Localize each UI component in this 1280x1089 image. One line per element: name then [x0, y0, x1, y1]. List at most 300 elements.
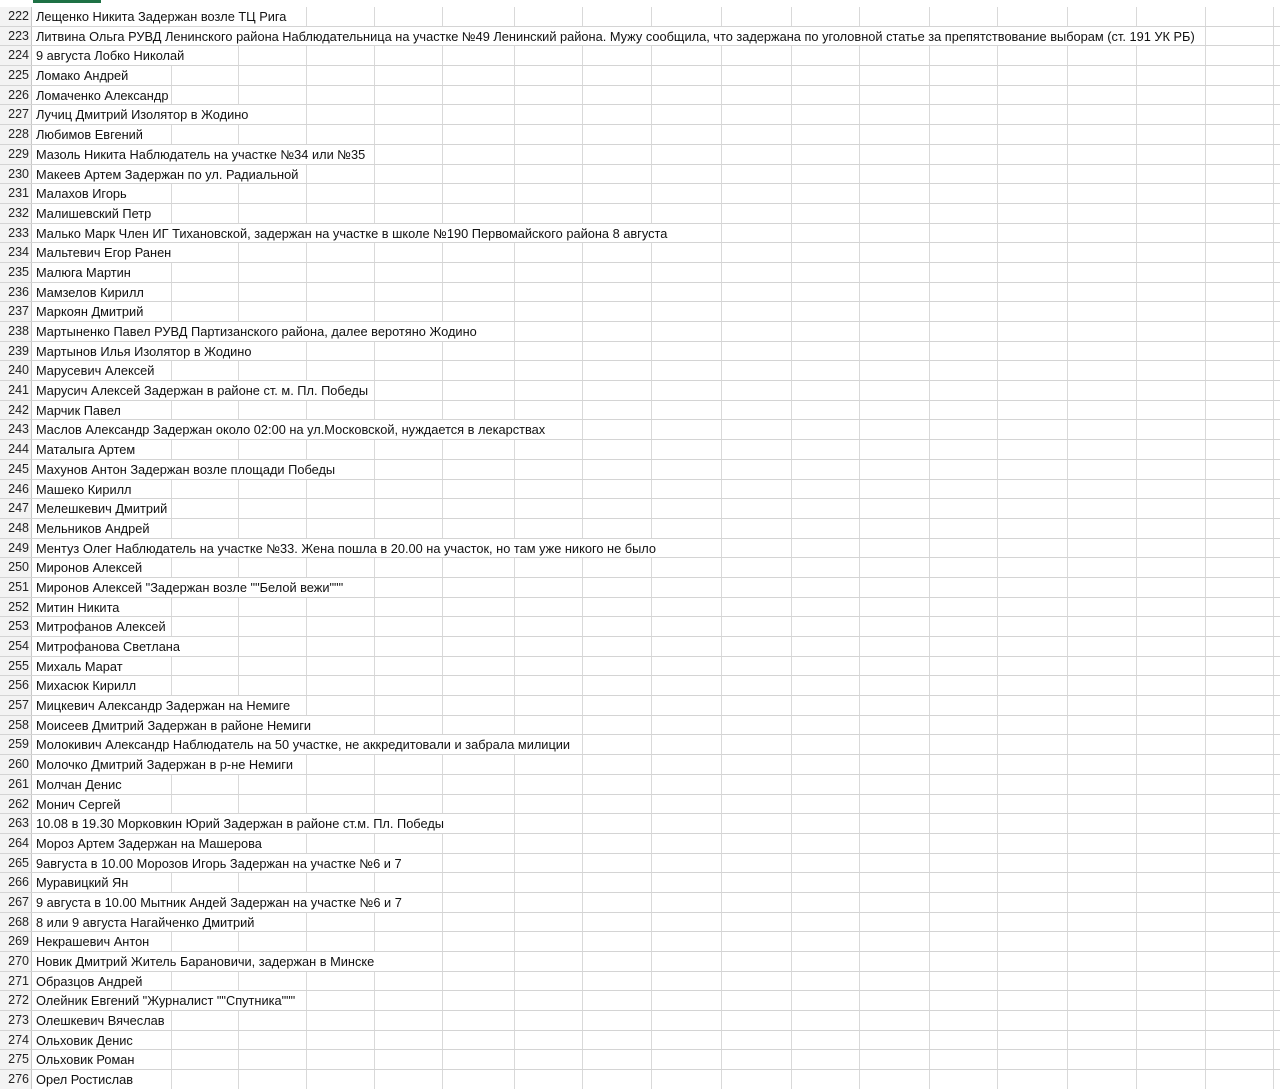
- cell-a[interactable]: 8 или 9 августа Нагайченко Дмитрий: [36, 913, 257, 932]
- table-row: [0, 932, 1280, 952]
- row-header[interactable]: 260: [0, 755, 32, 774]
- row-cells[interactable]: [32, 893, 1280, 912]
- column-gridline: [171, 617, 172, 636]
- row-header[interactable]: 229: [0, 145, 32, 164]
- cell-a[interactable]: Молчан Денис: [36, 775, 125, 794]
- cell-a[interactable]: Мороз Артем Задержан на Машерова: [36, 834, 265, 853]
- column-gridline: [1205, 775, 1206, 794]
- column-gridline: [997, 972, 998, 991]
- column-gridline: [306, 972, 307, 991]
- row-cells[interactable]: [32, 1031, 1280, 1050]
- row-cells[interactable]: [32, 873, 1280, 892]
- column-gridline: [442, 578, 443, 597]
- row-cells[interactable]: [32, 755, 1280, 774]
- column-gridline: [859, 263, 860, 282]
- row-header[interactable]: 271: [0, 972, 32, 991]
- column-gridline: [859, 499, 860, 518]
- cell-a[interactable]: Мелешкевич Дмитрий: [36, 499, 170, 518]
- column-gridline: [514, 460, 515, 479]
- row-cells[interactable]: [32, 696, 1280, 715]
- row-header[interactable]: 257: [0, 696, 32, 715]
- cell-a[interactable]: Мартыненко Павел РУВД Партизанского района, далее веротяно Жодино: [36, 322, 480, 341]
- row-cells[interactable]: [32, 263, 1280, 282]
- cell-a[interactable]: Ольховик Денис: [36, 1031, 136, 1050]
- row-cells[interactable]: [32, 184, 1280, 203]
- column-gridline: [791, 775, 792, 794]
- cell-a[interactable]: Олешкевич Вячеслав: [36, 1011, 168, 1030]
- table-row: [0, 480, 1280, 500]
- table-row: [0, 1011, 1280, 1031]
- row-header[interactable]: 225: [0, 66, 32, 85]
- row-header[interactable]: 272: [0, 991, 32, 1010]
- column-gridline: [238, 972, 239, 991]
- cell-a[interactable]: Молочко Дмитрий Задержан в р-не Немиги: [36, 755, 296, 774]
- row-header[interactable]: 227: [0, 105, 32, 124]
- cell-a[interactable]: Любимов Евгений: [36, 125, 146, 144]
- cell-a[interactable]: Малишевский Петр: [36, 204, 154, 223]
- column-gridline: [171, 401, 172, 420]
- cell-a[interactable]: Мицкевич Александр Задержан на Немиге: [36, 696, 293, 715]
- cell-a[interactable]: Малько Марк Член ИГ Тихановской, задержан на участке в школе №190 Первомайского района 8 августа: [36, 224, 670, 243]
- row-cells[interactable]: [32, 381, 1280, 400]
- column-gridline: [442, 873, 443, 892]
- column-gridline: [442, 263, 443, 282]
- column-gridline: [514, 755, 515, 774]
- row-header[interactable]: 251: [0, 578, 32, 597]
- column-gridline: [721, 440, 722, 459]
- column-gridline: [442, 854, 443, 873]
- row-cells[interactable]: [32, 716, 1280, 735]
- row-header[interactable]: 266: [0, 873, 32, 892]
- row-cells[interactable]: [32, 125, 1280, 144]
- cell-a[interactable]: Малахов Игорь: [36, 184, 130, 203]
- cell-a[interactable]: Михасюк Кирилл: [36, 676, 139, 695]
- cell-a[interactable]: Литвина Ольга РУВД Ленинского района Наблюдательница на участке №49 Ленинский района. Мужу сообщила, что задержана по уголовной статье за препятствование выборам (ст. 191 УК РБ): [36, 27, 1198, 46]
- row-header[interactable]: 247: [0, 499, 32, 518]
- column-gridline: [1136, 381, 1137, 400]
- column-gridline: [997, 598, 998, 617]
- cell-a[interactable]: Муравицкий Ян: [36, 873, 131, 892]
- cell-a[interactable]: 9 августа в 10.00 Мытник Андей Задержан на участке №6 и 7: [36, 893, 405, 912]
- row-cells[interactable]: [32, 224, 1280, 243]
- row-cells[interactable]: [32, 598, 1280, 617]
- column-gridline: [374, 440, 375, 459]
- row-header[interactable]: 244: [0, 440, 32, 459]
- column-gridline: [374, 676, 375, 695]
- cell-a[interactable]: Новик Дмитрий Житель Барановичи, задержан в Минске: [36, 952, 377, 971]
- row-header[interactable]: 259: [0, 735, 32, 754]
- column-gridline: [721, 991, 722, 1010]
- row-header[interactable]: 267: [0, 893, 32, 912]
- column-gridline: [1067, 676, 1068, 695]
- row-header[interactable]: 270: [0, 952, 32, 971]
- table-row: [0, 735, 1280, 755]
- column-gridline: [306, 302, 307, 321]
- row-cells[interactable]: [32, 637, 1280, 656]
- cell-a[interactable]: Маталыга Артем: [36, 440, 138, 459]
- column-gridline: [582, 86, 583, 105]
- row-cells[interactable]: [32, 86, 1280, 105]
- row-cells[interactable]: [32, 440, 1280, 459]
- column-gridline: [374, 480, 375, 499]
- cell-a[interactable]: Монич Сергей: [36, 795, 124, 814]
- row-header[interactable]: 241: [0, 381, 32, 400]
- table-row: [0, 676, 1280, 696]
- column-gridline: [1205, 972, 1206, 991]
- column-gridline: [929, 716, 930, 735]
- cell-a[interactable]: Миронов Алексей "Задержан возле ""Белой вежи""": [36, 578, 346, 597]
- column-gridline: [997, 361, 998, 380]
- cell-a[interactable]: Молокивич Александр Наблюдатель на 50 участке, не аккредитовали и забрала милиции: [36, 735, 573, 754]
- table-row: [0, 539, 1280, 559]
- column-gridline: [651, 460, 652, 479]
- table-row: [0, 46, 1280, 66]
- row-cells[interactable]: [32, 401, 1280, 420]
- cell-a[interactable]: Ломаченко Александр: [36, 86, 171, 105]
- column-gridline: [859, 952, 860, 971]
- column-gridline: [859, 932, 860, 951]
- column-gridline: [651, 86, 652, 105]
- column-gridline: [1067, 224, 1068, 243]
- row-header[interactable]: 253: [0, 617, 32, 636]
- column-gridline: [791, 125, 792, 144]
- cell-a[interactable]: Махунов Антон Задержан возле площади Победы: [36, 460, 338, 479]
- row-cells[interactable]: [32, 913, 1280, 932]
- column-gridline: [306, 519, 307, 538]
- cell-a[interactable]: Мартынов Илья Изолятор в Жодино: [36, 342, 255, 361]
- column-gridline: [1067, 302, 1068, 321]
- column-gridline: [1067, 814, 1068, 833]
- cell-a[interactable]: Образцов Андрей: [36, 972, 145, 991]
- column-gridline: [929, 125, 930, 144]
- row-header[interactable]: 240: [0, 361, 32, 380]
- column-gridline: [997, 1011, 998, 1030]
- row-cells[interactable]: [32, 519, 1280, 538]
- row-header[interactable]: 268: [0, 913, 32, 932]
- row-header[interactable]: 224: [0, 46, 32, 65]
- column-gridline: [1067, 578, 1068, 597]
- column-gridline: [791, 893, 792, 912]
- column-gridline: [929, 66, 930, 85]
- row-cells[interactable]: [32, 302, 1280, 321]
- column-gridline: [721, 420, 722, 439]
- column-gridline: [791, 932, 792, 951]
- column-gridline: [306, 676, 307, 695]
- column-gridline: [929, 86, 930, 105]
- row-cells[interactable]: [32, 460, 1280, 479]
- column-gridline: [1205, 539, 1206, 558]
- cell-a[interactable]: Митрофанов Алексей: [36, 617, 169, 636]
- cell-a[interactable]: Миронов Алексей: [36, 558, 145, 577]
- column-gridline: [1273, 440, 1274, 459]
- column-gridline: [442, 913, 443, 932]
- cell-a[interactable]: Марусевич Алексей: [36, 361, 157, 380]
- column-gridline: [721, 873, 722, 892]
- cell-a[interactable]: Некрашевич Антон: [36, 932, 152, 951]
- row-header[interactable]: 262: [0, 795, 32, 814]
- cell-a[interactable]: Ментуз Олег Наблюдатель на участке №33. Жена пошла в 20.00 на участок, но там уже никого не было: [36, 539, 659, 558]
- row-header[interactable]: 254: [0, 637, 32, 656]
- column-gridline: [997, 401, 998, 420]
- column-gridline: [929, 381, 930, 400]
- column-gridline: [651, 558, 652, 577]
- column-gridline: [721, 66, 722, 85]
- cell-a[interactable]: 10.08 в 19.30 Морковкин Юрий Задержан в районе ст.м. Пл. Победы: [36, 814, 447, 833]
- column-gridline: [651, 165, 652, 184]
- row-cells[interactable]: [32, 795, 1280, 814]
- table-row: [0, 696, 1280, 716]
- row-cells[interactable]: [32, 834, 1280, 853]
- row-cells[interactable]: [32, 972, 1280, 991]
- column-gridline: [929, 775, 930, 794]
- table-row: [0, 401, 1280, 421]
- column-gridline: [1205, 243, 1206, 262]
- cell-a[interactable]: Олейник Евгений "Журналист ""Спутника""": [36, 991, 298, 1010]
- column-gridline: [997, 125, 998, 144]
- column-gridline: [1136, 86, 1137, 105]
- column-gridline: [859, 539, 860, 558]
- row-header[interactable]: 242: [0, 401, 32, 420]
- row-header[interactable]: 236: [0, 283, 32, 302]
- column-gridline: [514, 991, 515, 1010]
- column-gridline: [171, 972, 172, 991]
- column-gridline: [1136, 204, 1137, 223]
- row-cells[interactable]: [32, 165, 1280, 184]
- column-gridline: [306, 1011, 307, 1030]
- row-header[interactable]: 273: [0, 1011, 32, 1030]
- column-gridline: [651, 873, 652, 892]
- cell-a[interactable]: Митрофанова Светлана: [36, 637, 183, 656]
- row-cells[interactable]: [32, 283, 1280, 302]
- column-gridline: [171, 125, 172, 144]
- column-gridline: [651, 735, 652, 754]
- row-header[interactable]: 231: [0, 184, 32, 203]
- row-cells[interactable]: [32, 342, 1280, 361]
- column-gridline: [651, 1031, 652, 1050]
- column-gridline: [651, 637, 652, 656]
- row-cells[interactable]: [32, 1050, 1280, 1069]
- column-gridline: [582, 204, 583, 223]
- column-gridline: [306, 342, 307, 361]
- row-cells[interactable]: [32, 932, 1280, 951]
- column-gridline: [929, 1050, 930, 1069]
- column-gridline: [1067, 1070, 1068, 1089]
- column-gridline: [651, 972, 652, 991]
- row-cells[interactable]: [32, 322, 1280, 341]
- cell-a[interactable]: Михаль Марат: [36, 657, 126, 676]
- cell-a[interactable]: Мальтевич Егор Ранен: [36, 243, 174, 262]
- column-gridline: [791, 795, 792, 814]
- row-header[interactable]: 234: [0, 243, 32, 262]
- row-cells[interactable]: [32, 617, 1280, 636]
- table-row: [0, 873, 1280, 893]
- row-header[interactable]: 237: [0, 302, 32, 321]
- row-header[interactable]: 252: [0, 598, 32, 617]
- row-cells[interactable]: [32, 676, 1280, 695]
- column-gridline: [929, 539, 930, 558]
- row-header[interactable]: 269: [0, 932, 32, 951]
- row-cells[interactable]: [32, 480, 1280, 499]
- row-header[interactable]: 246: [0, 480, 32, 499]
- row-cells[interactable]: [32, 952, 1280, 971]
- cell-a[interactable]: Орел Ростислав: [36, 1070, 136, 1089]
- row-header[interactable]: 226: [0, 86, 32, 105]
- row-header[interactable]: 274: [0, 1031, 32, 1050]
- row-cells[interactable]: [32, 814, 1280, 833]
- column-gridline: [859, 361, 860, 380]
- cell-a[interactable]: Марчик Павел: [36, 401, 124, 420]
- column-gridline: [374, 637, 375, 656]
- column-gridline: [1136, 46, 1137, 65]
- cell-a[interactable]: Маркоян Дмитрий: [36, 302, 146, 321]
- row-cells[interactable]: [32, 1011, 1280, 1030]
- cell-a[interactable]: Макеев Артем Задержан по ул. Радиальной: [36, 165, 301, 184]
- row-header[interactable]: 232: [0, 204, 32, 223]
- row-header[interactable]: 249: [0, 539, 32, 558]
- column-gridline: [929, 460, 930, 479]
- row-header[interactable]: 263: [0, 814, 32, 833]
- column-gridline: [1067, 381, 1068, 400]
- cell-a[interactable]: Лещенко Никита Задержан возле ТЦ Рига: [36, 7, 289, 26]
- cell-a[interactable]: 9 августа Лобко Николай: [36, 46, 187, 65]
- column-gridline: [1205, 1031, 1206, 1050]
- column-gridline: [306, 598, 307, 617]
- cell-a[interactable]: Мельников Андрей: [36, 519, 153, 538]
- row-header[interactable]: 276: [0, 1070, 32, 1089]
- row-header[interactable]: 233: [0, 224, 32, 243]
- row-cells[interactable]: [32, 204, 1280, 223]
- column-gridline: [859, 519, 860, 538]
- row-header[interactable]: 255: [0, 657, 32, 676]
- column-gridline: [791, 302, 792, 321]
- column-gridline: [791, 539, 792, 558]
- row-header[interactable]: 261: [0, 775, 32, 794]
- column-gridline: [651, 775, 652, 794]
- column-gridline: [1136, 263, 1137, 282]
- column-gridline: [1136, 598, 1137, 617]
- cell-a[interactable]: Лучиц Дмитрий Изолятор в Жодино: [36, 105, 251, 124]
- column-gridline: [374, 302, 375, 321]
- row-cells[interactable]: [32, 578, 1280, 597]
- row-cells[interactable]: [32, 243, 1280, 262]
- row-header[interactable]: 235: [0, 263, 32, 282]
- row-cells[interactable]: [32, 66, 1280, 85]
- cell-a[interactable]: Мазоль Никита Наблюдатель на участке №34 или №35: [36, 145, 368, 164]
- column-gridline: [929, 814, 930, 833]
- row-header[interactable]: 265: [0, 854, 32, 873]
- column-gridline: [238, 519, 239, 538]
- column-gridline: [306, 243, 307, 262]
- column-gridline: [514, 558, 515, 577]
- row-header[interactable]: 243: [0, 420, 32, 439]
- row-header[interactable]: 238: [0, 322, 32, 341]
- column-gridline: [1273, 165, 1274, 184]
- column-gridline: [1205, 657, 1206, 676]
- column-gridline: [929, 873, 930, 892]
- column-gridline: [1273, 66, 1274, 85]
- column-gridline: [582, 676, 583, 695]
- row-cells[interactable]: [32, 145, 1280, 164]
- row-cells[interactable]: [32, 991, 1280, 1010]
- column-gridline: [582, 558, 583, 577]
- column-gridline: [929, 735, 930, 754]
- row-header[interactable]: 275: [0, 1050, 32, 1069]
- cell-a[interactable]: Марусич Алексей Задержан в районе ст. м. Пл. Победы: [36, 381, 371, 400]
- cell-a[interactable]: Ольховик Роман: [36, 1050, 138, 1069]
- table-row: [0, 342, 1280, 362]
- row-cells[interactable]: [32, 657, 1280, 676]
- cell-a[interactable]: Моисеев Дмитрий Задержан в районе Немиги: [36, 716, 314, 735]
- cell-a[interactable]: Малюга Мартин: [36, 263, 134, 282]
- column-gridline: [1136, 755, 1137, 774]
- row-cells[interactable]: [32, 735, 1280, 754]
- row-header[interactable]: 256: [0, 676, 32, 695]
- row-cells[interactable]: [32, 499, 1280, 518]
- cell-a[interactable]: Маслов Александр Задержан около 02:00 на ул.Московской, нуждается в лекарствах: [36, 420, 548, 439]
- row-header[interactable]: 250: [0, 558, 32, 577]
- row-cells[interactable]: [32, 1070, 1280, 1089]
- row-cells[interactable]: [32, 775, 1280, 794]
- column-gridline: [651, 676, 652, 695]
- row-header[interactable]: 228: [0, 125, 32, 144]
- row-header[interactable]: 223: [0, 27, 32, 46]
- column-gridline: [306, 480, 307, 499]
- cell-a[interactable]: 9августа в 10.00 Морозов Игорь Задержан на участке №6 и 7: [36, 854, 405, 873]
- column-gridline: [651, 480, 652, 499]
- column-gridline: [1136, 125, 1137, 144]
- row-cells[interactable]: [32, 539, 1280, 558]
- column-gridline: [1067, 184, 1068, 203]
- column-gridline: [997, 1070, 998, 1089]
- row-cells[interactable]: [32, 105, 1280, 124]
- row-cells[interactable]: [32, 854, 1280, 873]
- column-gridline: [929, 578, 930, 597]
- column-gridline: [721, 283, 722, 302]
- row-cells[interactable]: [32, 7, 1280, 26]
- column-gridline: [1067, 617, 1068, 636]
- column-gridline: [238, 873, 239, 892]
- table-row: [0, 66, 1280, 86]
- cell-a[interactable]: Мамзелов Кирилл: [36, 283, 147, 302]
- row-cells[interactable]: [32, 558, 1280, 577]
- column-gridline: [306, 775, 307, 794]
- row-header[interactable]: 230: [0, 165, 32, 184]
- column-gridline: [374, 657, 375, 676]
- cell-a[interactable]: Митин Никита: [36, 598, 122, 617]
- row-header[interactable]: 258: [0, 716, 32, 735]
- column-gridline: [171, 302, 172, 321]
- row-cells[interactable]: [32, 27, 1280, 46]
- row-header[interactable]: 245: [0, 460, 32, 479]
- table-row: [0, 322, 1280, 342]
- row-header[interactable]: 264: [0, 834, 32, 853]
- row-header[interactable]: 239: [0, 342, 32, 361]
- row-cells[interactable]: [32, 361, 1280, 380]
- cell-a[interactable]: Машеко Кирилл: [36, 480, 135, 499]
- column-gridline: [1273, 952, 1274, 971]
- column-gridline: [997, 283, 998, 302]
- column-gridline: [514, 145, 515, 164]
- row-header[interactable]: 248: [0, 519, 32, 538]
- column-gridline: [306, 913, 307, 932]
- row-cells[interactable]: [32, 420, 1280, 439]
- row-cells[interactable]: [32, 46, 1280, 65]
- cell-a[interactable]: Ломако Андрей: [36, 66, 131, 85]
- column-gridline: [1067, 972, 1068, 991]
- column-gridline: [929, 795, 930, 814]
- table-row: [0, 991, 1280, 1011]
- row-header[interactable]: 222: [0, 7, 32, 26]
